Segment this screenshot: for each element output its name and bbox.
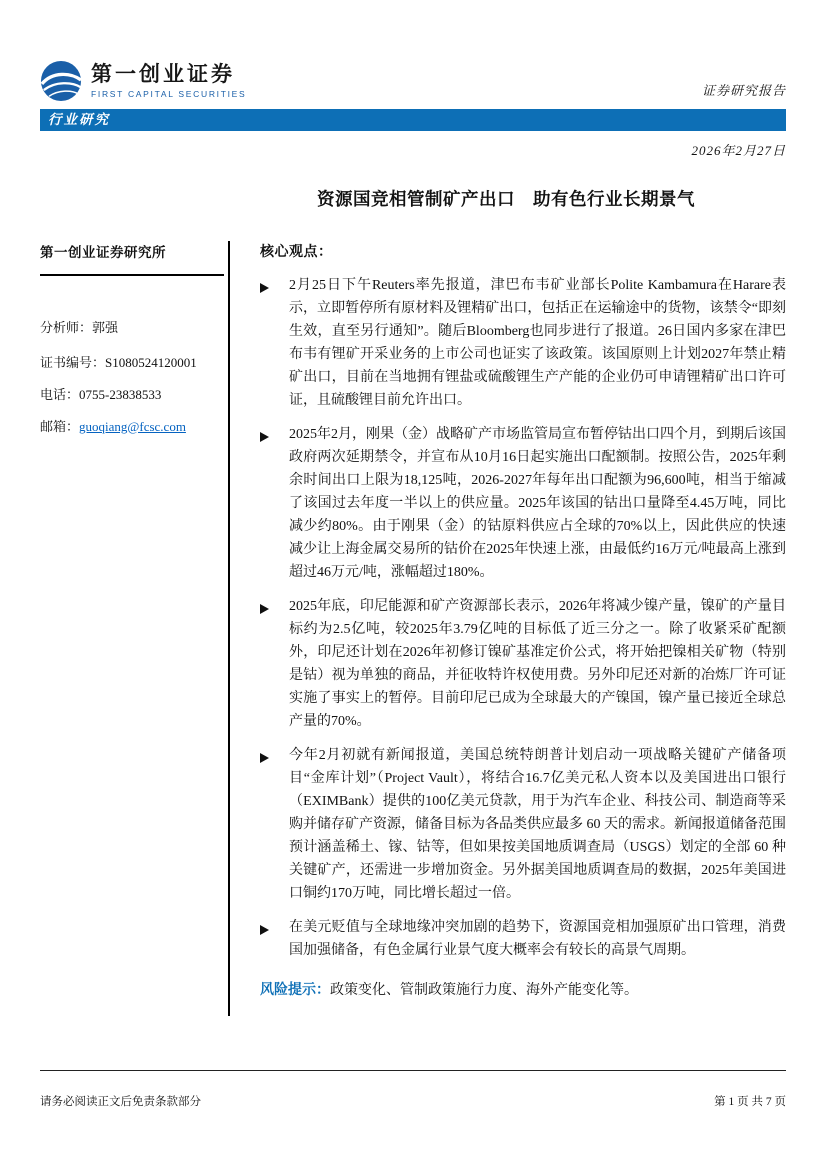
company-name-cn: 第一创业证券 bbox=[91, 61, 235, 86]
report-type-label: 证券研究报告 bbox=[701, 83, 786, 98]
analyst-phone: 电话：0755-23838533 bbox=[40, 386, 162, 402]
bullet-text: 2025年2月，刚果（金）战略矿产市场监管局宣布暂停钴出口四个月，到期后该国政府两次延期禁令，并宣布从10月16日起实施出口配额制。按照公告，2025年剩余时间出口上限为18,125吨，2026-2027年每年出口配额为96,600吨，相当于缩减了该国过去年度一半以上的供应量。2025年该国的钴出口量降至4.45万吨，同比减少约80%。由于刚果（金）的钴原料供应占全球的70%以上，因此供应的快速减少让上海金属交易所的钴价在2025年快速上涨，由最低约16万元/吨最高上涨到超过46万元/吨，涨幅超过180%。 bbox=[289, 427, 786, 580]
analyst-cert-no: 证书编号：S1080524120001 bbox=[40, 354, 197, 370]
bullet-item bbox=[260, 595, 786, 733]
analyst-name: 分析师：郭强 bbox=[40, 320, 119, 335]
bullet-text: 2025年底，印尼能源和矿产资源部长表示，2026年将减少镍产量，镍矿的产量目标约为2.5亿吨，较2025年3.79亿吨的目标低了近三分之一。除了收紧采矿配额外，印尼还计划在2026年初修订镍矿基准定价公式，将开始把镍相关矿物（特别是钴）视为单独的商品，并征收特许权使用费。另外印尼还对新的冶炼厂许可证实施了事实上的暂停。目前印尼已成为全球最大的产镍国，镍产量已接近全球总产量的70%。 bbox=[289, 599, 786, 729]
email-label: 邮箱： bbox=[40, 418, 80, 434]
category-bar: 行业研究 bbox=[40, 109, 786, 131]
bullet-arrow-icon bbox=[260, 595, 289, 733]
risk-label: 风险提示： bbox=[260, 983, 330, 998]
bullet-arrow-icon bbox=[260, 916, 289, 962]
bullet-text: 2月25日下午Reuters率先报道，津巴布韦矿业部长Polite Kambamura在Harare表示，立即暂停所有原材料及锂精矿出口，包括正在运输途中的货物，该禁令“即刻生效，直至另行通知”。随后Bloomberg也同步进行了报道。26日国内多家在津巴布韦有锂矿开采业务的上市公司也证实了该政策。该国原则上计划2027年禁止精矿出口，目前在当地拥有锂盐或硫酸锂生产产能的企业仍可申请锂精矿出口许可证，且硫酸锂目前允许出口。 bbox=[289, 278, 786, 408]
company-logo bbox=[40, 60, 246, 102]
footer-disclaimer: 请务必阅读正文后免责条款部分 bbox=[40, 1096, 201, 1108]
report-title: 资源国竞相管制矿产出口 助有色行业长期景气 bbox=[317, 189, 695, 209]
bullet-item bbox=[260, 744, 786, 905]
report-body bbox=[230, 241, 786, 1016]
analyst-email-row bbox=[40, 419, 224, 436]
bullet-arrow-icon bbox=[260, 423, 289, 584]
bullet-item bbox=[260, 274, 786, 412]
author-sidebar bbox=[40, 241, 224, 1016]
bullet-text: 在美元贬值与全球地缘冲突加剧的趋势下，资源国竞相加强原矿出口管理，消费国加强储备，有色金属行业景气度大概率会有较长的高景气周期。 bbox=[289, 920, 786, 958]
bullet-arrow-icon bbox=[260, 274, 289, 412]
risk-notice bbox=[260, 979, 786, 1002]
bullet-item bbox=[260, 423, 786, 584]
page-number: 第 1 页 共 7 页 bbox=[714, 1096, 786, 1108]
report-header bbox=[0, 0, 826, 159]
report-date: 2026年2月27日 bbox=[691, 143, 786, 158]
bullet-text: 今年2月初就有新闻报道，美国总统特朗普计划启动一项战略关键矿产储备项目“金库计划”（Project Vault），将结合16.7亿美元私人资本以及美国进出口银行（EXIMBank）提供的100亿美元贷款，用于为汽车企业、科技公司、制造商等采购并储存矿产资源，储备目标为各品类供应最多 60 天的需求。新闻报道储备范围预计涵盖稀土、镓、钴等，但如果按美国地质调查局（USGS）划定的全部 60 种关键矿产，还需进一步增加资金。另外据美国地质调查局的数据，2025年美国进口铜约170万吨，同比增长超过一倍。 bbox=[289, 748, 786, 901]
core-views-heading: 核心观点： bbox=[260, 245, 333, 260]
risk-text: 政策变化、管制政策施行力度、海外产能变化等。 bbox=[330, 983, 638, 998]
sidebar-divider bbox=[40, 274, 224, 276]
content-area bbox=[0, 241, 826, 1016]
page-footer bbox=[40, 1070, 786, 1169]
company-name-en: FIRST CAPITAL SECURITIES bbox=[91, 89, 247, 100]
institute-name: 第一创业证券研究所 bbox=[40, 245, 166, 260]
globe-swirl-icon bbox=[40, 60, 82, 102]
bullet-item bbox=[260, 916, 786, 962]
bullet-arrow-icon bbox=[260, 744, 289, 905]
email-link[interactable]: guoqiang@fcsc.com bbox=[79, 418, 186, 434]
